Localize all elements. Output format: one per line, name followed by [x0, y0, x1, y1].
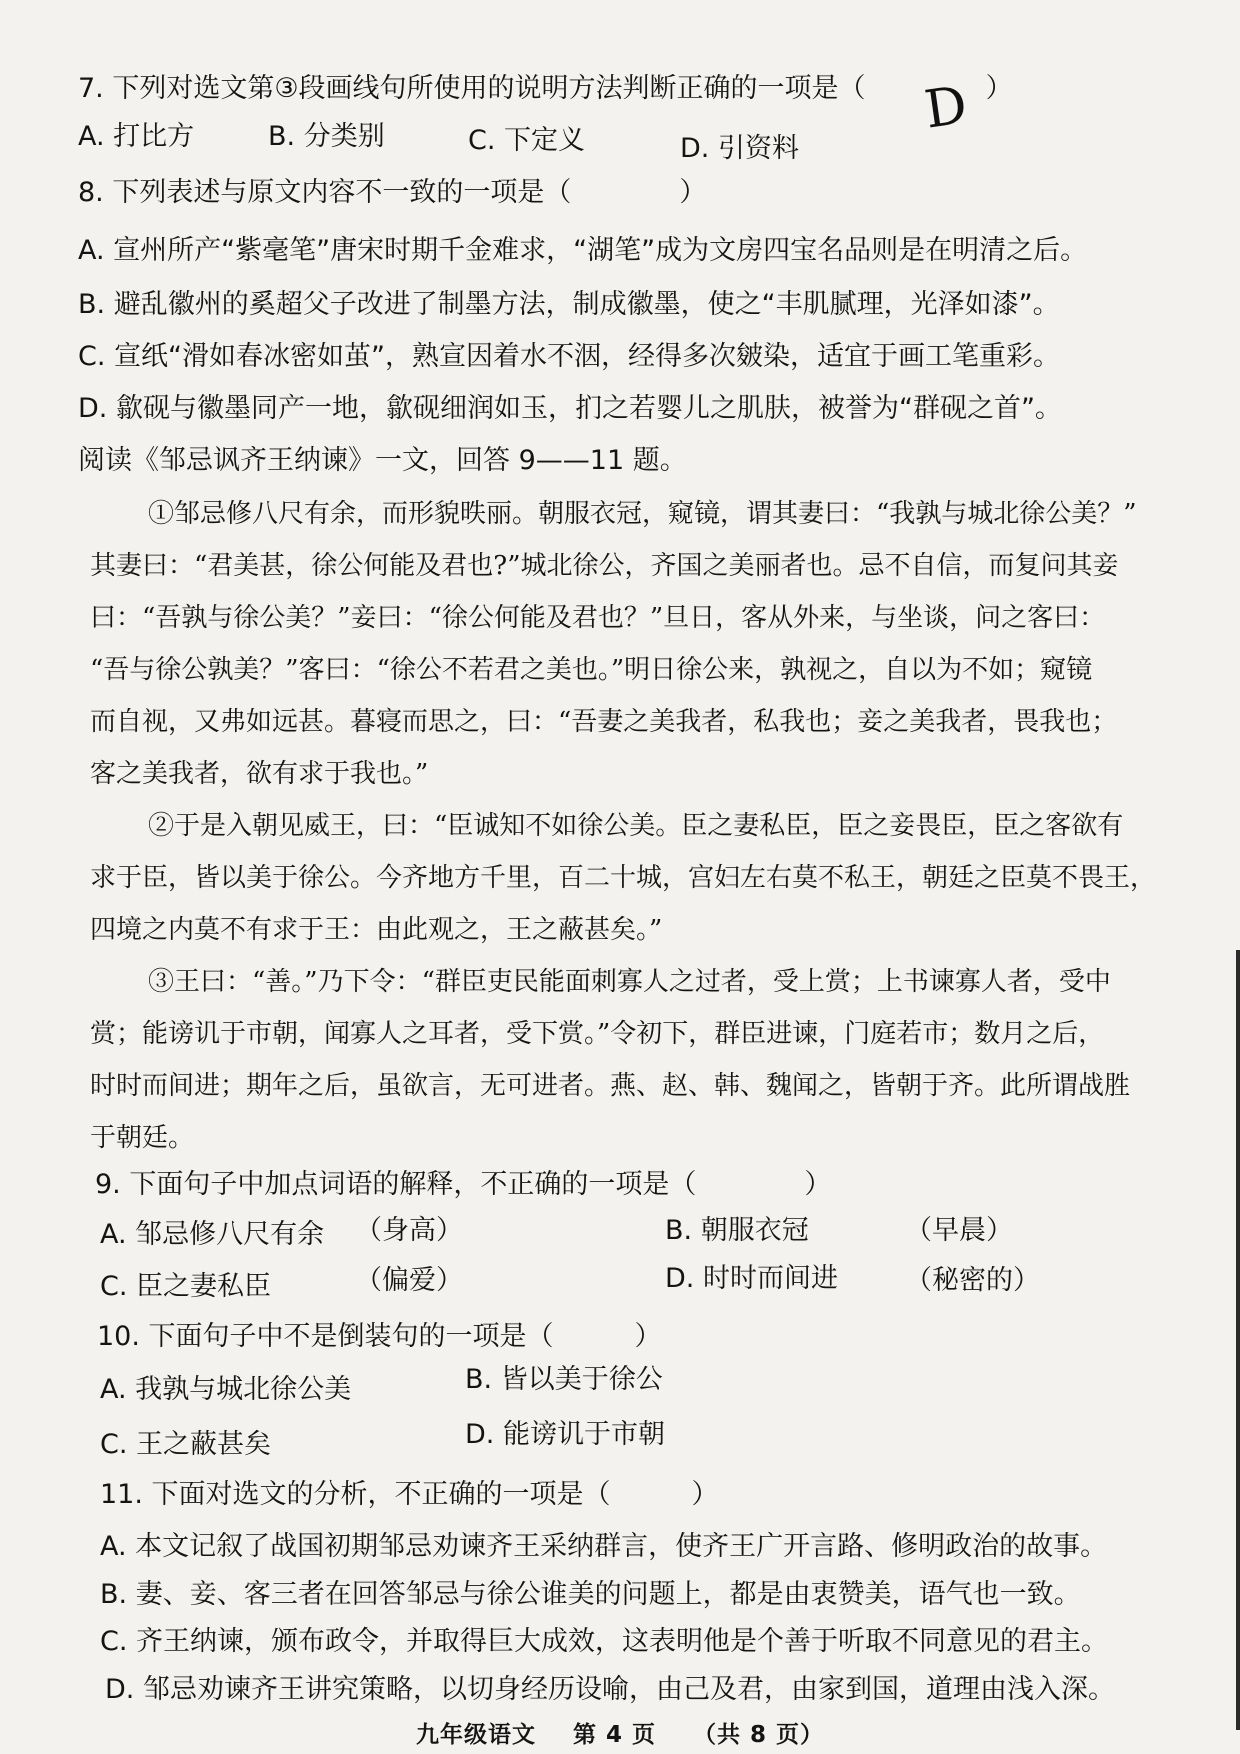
q10-option-b: B. 皆以美于徐公	[465, 1364, 663, 1395]
q8-option-b: B. 避乱徽州的奚超父子改进了制墨方法，制成徽墨，使之“丰肌腻理，光泽如漆”。	[78, 289, 1060, 320]
footer-subject: 九年级语文	[415, 1722, 536, 1748]
q9-stem: 9. 下面句子中加点词语的解释，不正确的一项是（ ）	[95, 1169, 832, 1200]
q7-stem: 7. 下列对选文第③段画线句所使用的说明方法判断正确的一项是（ ）	[78, 73, 1013, 104]
footer-page-number: 第 4 页	[572, 1722, 656, 1748]
q9-gloss-d: （秘密的）	[905, 1265, 1040, 1296]
q11-option-a: A. 本文记叙了战国初期邹忌劝谏齐王采纳群言，使齐王广开言路、修明政治的故事。	[100, 1531, 1108, 1562]
q10-option-a: A. 我孰与城北徐公美	[100, 1374, 352, 1405]
passage-line: ①邹忌修八尺有余，而形貌昳丽。朝服衣冠，窥镜，谓其妻曰：“我孰与城北徐公美？”	[148, 499, 1137, 529]
passage-line: 其妻曰：“君美甚，徐公何能及君也?”城北徐公，齐国之美丽者也。忌不自信，而复问其妾	[90, 551, 1119, 581]
q9-gloss-a: （身高）	[355, 1215, 463, 1246]
passage-line: ③王曰：“善。”乃下令：“群臣吏民能面刺寡人之过者，受上赏；上书谏寡人者，受中	[148, 967, 1111, 997]
passage-line: ②于是入朝见威王，曰：“臣诚知不如徐公美。臣之妻私臣，臣之妾畏臣，臣之客欲有	[148, 811, 1124, 841]
footer-total-pages: （共 8 页）	[693, 1722, 825, 1748]
scan-edge-shadow	[1236, 950, 1240, 1730]
q8-option-c: C. 宣纸“滑如春冰密如茧”，熟宣因着水不洇，经得多次皴染，适宜于画工笔重彩。	[78, 341, 1060, 372]
q11-option-d: D. 邹忌劝谏齐王讲究策略，以切身经历设喻，由己及君，由家到国，道理由浅入深。	[105, 1674, 1115, 1705]
reading-intro: 阅读《邹忌讽齐王纳谏》一文，回答 9——11 题。	[78, 445, 687, 476]
q8-option-a: A. 宣州所产“紫毫笔”唐宋时期千金难求，“湖笔”成为文房四宝名品则是在明清之后。	[78, 235, 1088, 266]
q8-option-d: D. 歙砚与徽墨同产一地，歙砚细润如玉，扪之若婴儿之肌肤，被誉为“群砚之首”。	[78, 393, 1062, 424]
q9-option-c: C. 臣之妻私臣	[100, 1271, 272, 1302]
passage-line: 而自视，又弗如远甚。暮寝而思之，曰：“吾妻之美我者，私我也；妾之美我者，畏我也；	[90, 707, 1118, 737]
q7-option-c: C. 下定义	[468, 125, 586, 156]
passage-line: 时时而间进；期年之后，虽欲言，无可进者。燕、赵、韩、魏闻之，皆朝于齐。此所谓战胜	[90, 1071, 1131, 1101]
q9-option-a: A. 邹忌修八尺有余	[100, 1219, 325, 1250]
passage-line: 求于臣，皆以美于徐公。今齐地方千里，百二十城，宫妇左右莫不私王，朝廷之臣莫不畏王，	[90, 863, 1157, 893]
q7-option-b: B. 分类别	[268, 121, 385, 152]
q11-stem: 11. 下面对选文的分析，不正确的一项是（ ）	[100, 1479, 719, 1510]
passage-line: 赏；能谤讥于市朝，闻寡人之耳者，受下赏。”令初下，群臣进谏，门庭若市；数月之后，	[90, 1019, 1105, 1049]
page-footer	[0, 1716, 1240, 1749]
handwritten-answer-q7: D	[921, 75, 971, 141]
q10-stem: 10. 下面句子中不是倒装句的一项是（ ）	[97, 1321, 662, 1352]
q9-option-d: D. 时时而间进	[665, 1263, 838, 1294]
q11-option-b: B. 妻、妾、客三者在回答邹忌与徐公谁美的问题上，都是由衷赞美，语气也一致。	[100, 1579, 1081, 1610]
q7-option-d: D. 引资料	[680, 133, 799, 164]
q8-stem: 8. 下列表述与原文内容不一致的一项是（ ）	[78, 177, 707, 208]
q11-option-c: C. 齐王纳谏，颁布政令，并取得巨大成效，这表明他是个善于听取不同意见的君主。	[100, 1626, 1109, 1657]
passage-line: 客之美我者，欲有求于我也。”	[90, 759, 429, 789]
q9-option-b: B. 朝服衣冠	[665, 1215, 809, 1246]
passage-line: “吾与徐公孰美？”客曰：“徐公不若君之美也。”明日徐公来，孰视之，自以为不如；窥镜	[90, 655, 1093, 685]
q10-option-d: D. 能谤讥于市朝	[465, 1419, 665, 1450]
q10-option-c: C. 王之蔽甚矣	[100, 1429, 272, 1460]
passage-line: 于朝廷。	[90, 1123, 195, 1153]
q9-gloss-c: （偏爱）	[355, 1265, 463, 1296]
q7-option-a: A. 打比方	[78, 121, 195, 152]
passage-line: 四境之内莫不有求于王：由此观之，王之蔽甚矣。”	[90, 915, 663, 945]
passage-line: 曰：“吾孰与徐公美？”妾曰：“徐公何能及君也？”旦日，客从外来，与坐谈，问之客曰：	[90, 603, 1106, 633]
q9-gloss-b: （早晨）	[905, 1215, 1013, 1246]
